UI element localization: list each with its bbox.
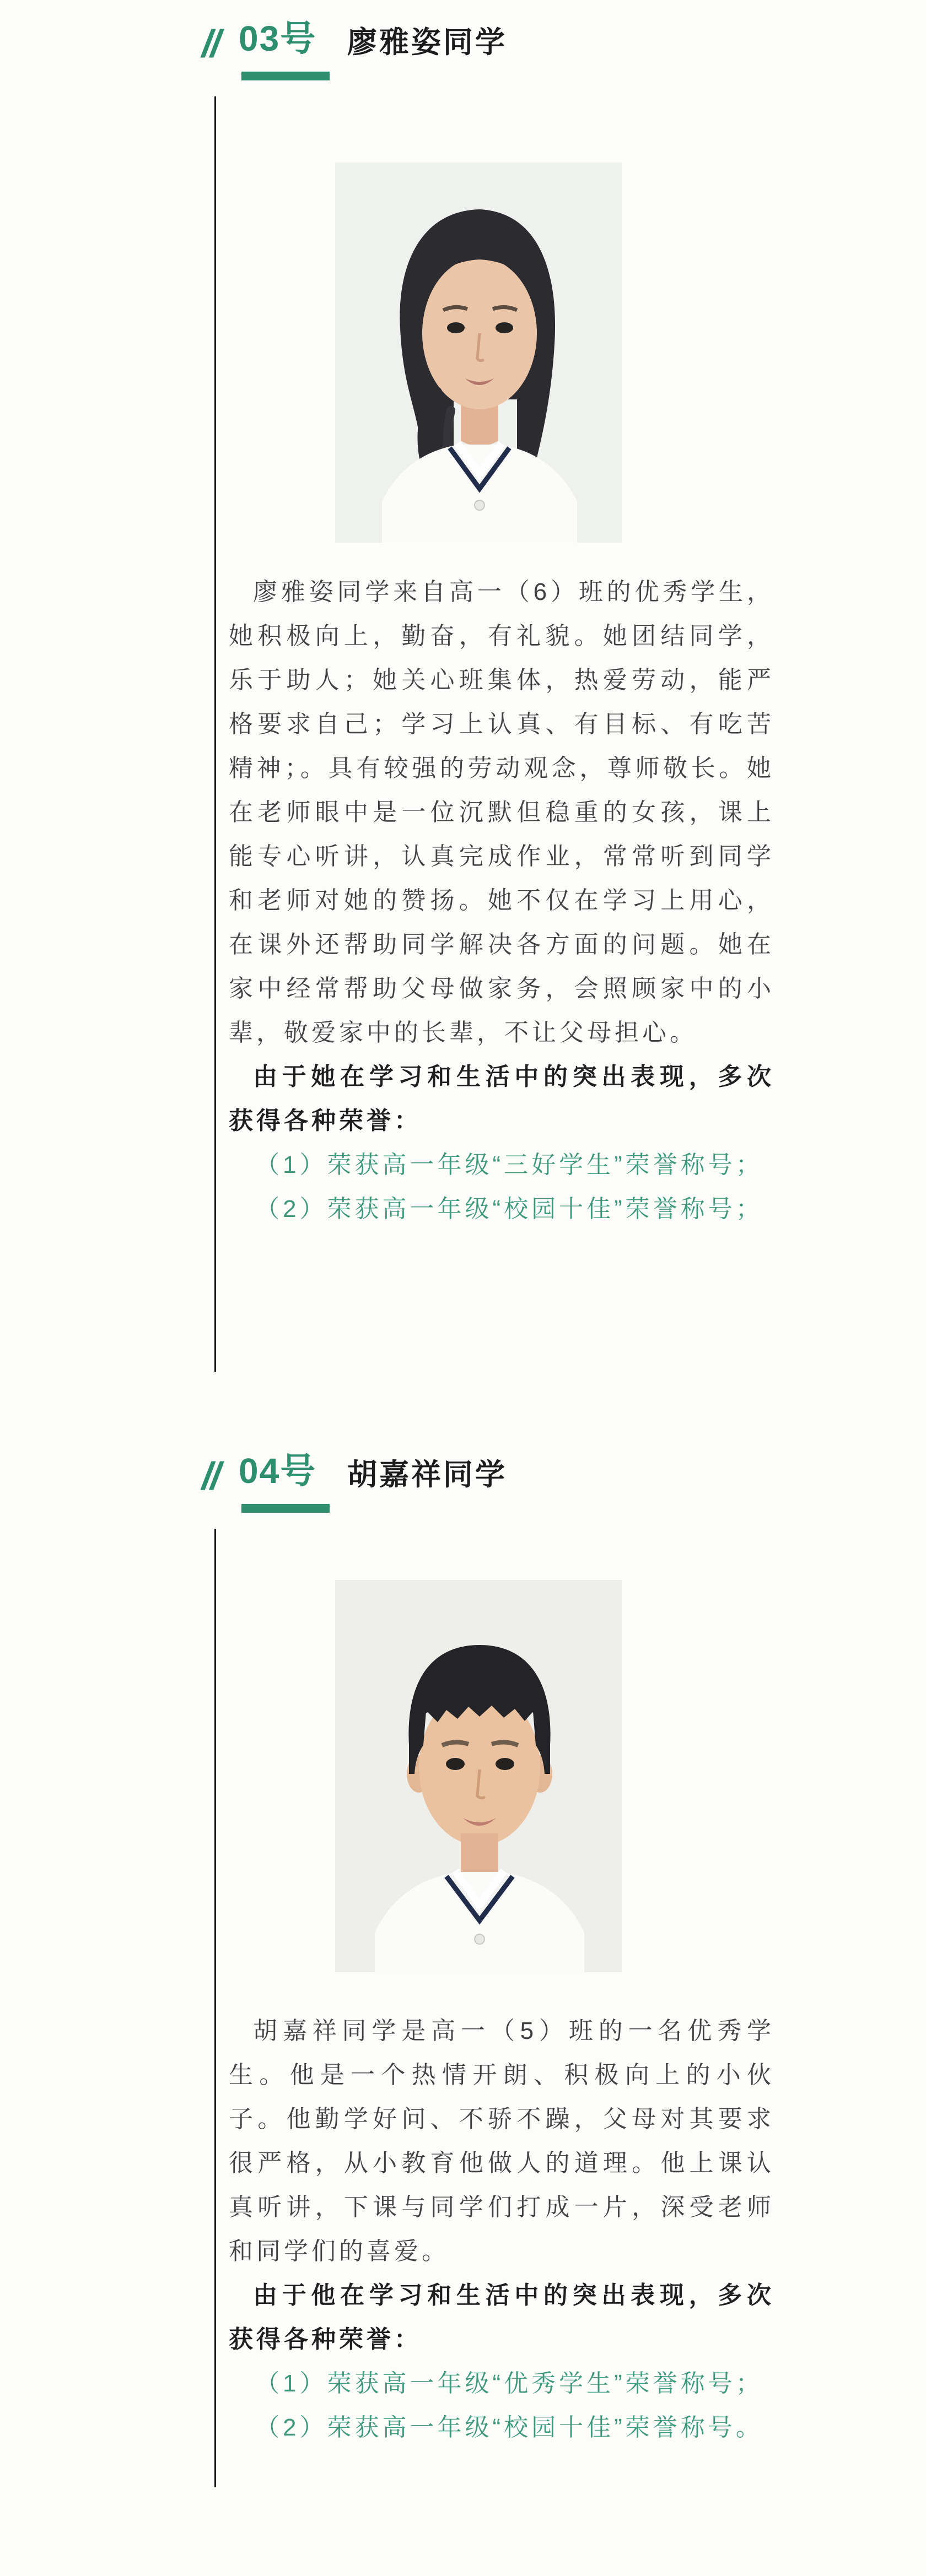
section-vertical-rule <box>214 1529 216 2487</box>
honor-item: （2）荣获高一年级“校园十佳”荣誉称号。 <box>255 2414 763 2441</box>
honors-intro: 由于他在学习和生活中的突出表现，多次获得各种荣誉： <box>229 2282 774 2353</box>
header-underline <box>241 72 330 80</box>
student-photo-boy <box>335 1580 622 1972</box>
honor-item: （2）荣获高一年级“校园十佳”荣誉称号； <box>255 1195 763 1222</box>
section-body <box>229 570 774 1231</box>
section-vertical-rule <box>214 96 216 1372</box>
student-name: 廖雅姿同学 <box>347 26 507 59</box>
double-slash-icon: // <box>202 22 219 65</box>
boy-id-photo <box>335 1580 622 1972</box>
student-photo-girl <box>335 163 622 543</box>
header-underline <box>241 1504 330 1513</box>
girl-id-photo <box>335 163 622 543</box>
honor-item: （1）荣获高一年级“三好学生”荣誉称号； <box>255 1151 763 1178</box>
section-number: 03号 <box>239 19 317 58</box>
section-body <box>229 2009 774 2450</box>
honors-intro: 由于她在学习和生活中的突出表现，多次获得各种荣誉： <box>229 1063 774 1134</box>
student-name: 胡嘉祥同学 <box>347 1458 507 1491</box>
double-slash-icon: // <box>202 1454 219 1497</box>
section-number: 04号 <box>239 1451 317 1491</box>
intro-paragraph: 胡嘉祥同学是高一（5）班的一名优秀学生。他是一个热情开朗、积极向上的小伙子。他勤学好问、不骄不躁，父母对其要求很严格，从小教育他做人的道理。他上课认真听讲，下课与同学们打成一片，深受老师和同学们的喜爱。 <box>229 2017 774 2265</box>
intro-paragraph: 廖雅姿同学来自高一（6）班的优秀学生，她积极向上，勤奋，有礼貌。她团结同学，乐于助人；她关心班集体，热爱劳动，能严格要求自己；学习上认真、有目标、有吃苦精神；。具有较强的劳动观念，尊师敬长。她在老师眼中是一位沉默但稳重的女孩，课上能专心听讲，认真完成作业，常常听到同学和老师对她的赞扬。她不仅在学习上用心，在课外还帮助同学解决各方面的问题。她在家中经常帮助父母做家务，会照顾家中的小辈，敬爱家中的长辈，不让父母担心。 <box>229 578 774 1046</box>
honor-item: （1）荣获高一年级“优秀学生”荣誉称号； <box>255 2370 763 2397</box>
